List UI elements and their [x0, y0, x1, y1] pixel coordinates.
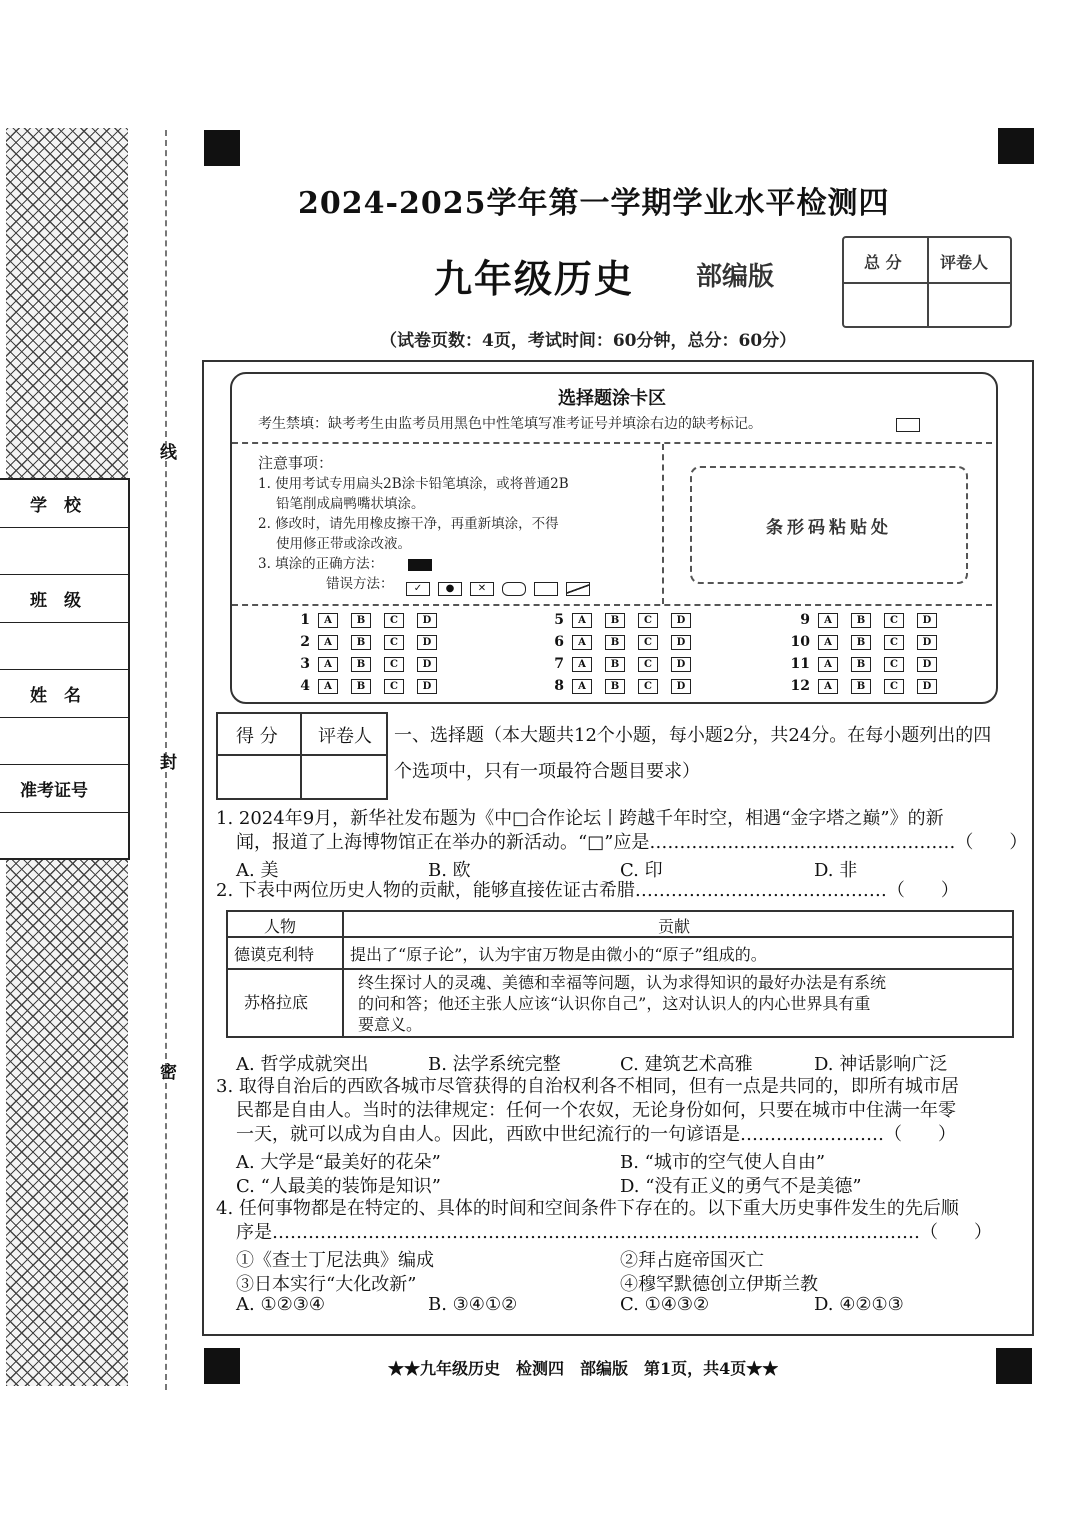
answer-bubble-d[interactable]: D [671, 679, 691, 694]
answer-bubble-a[interactable]: A [572, 613, 592, 628]
answer-row [542, 656, 704, 672]
subject-title: 九年级历史 [434, 256, 635, 301]
wrong-fill-examples [406, 578, 598, 597]
barcode-area: 条形码粘贴处 [690, 466, 968, 584]
answer-bubble-a[interactable]: A [318, 679, 338, 694]
wrong-check-icon: ✓ [406, 582, 430, 596]
q2-option-a: A. 哲学成就突出 [236, 1054, 369, 1075]
notice-1b: 铅笔削成扁鸭嘴状填涂。 [276, 496, 425, 512]
wrong-cross-icon: ✕ [470, 582, 494, 596]
q4-event-2: ②拜占庭帝国灭亡 [620, 1250, 764, 1271]
section-score-label: 得 分 [236, 726, 278, 747]
notice-2b: 使用修正带或涂改液。 [276, 536, 411, 552]
q4-option-a: A. ①②③④ [236, 1294, 325, 1315]
total-score-table [842, 236, 1012, 328]
answer-bubble-c[interactable]: C [884, 679, 904, 694]
student-info-box [0, 478, 130, 860]
name-label: 姓 名 [0, 670, 128, 718]
wrong-ring-icon [534, 582, 558, 596]
q1-option-d: D. 非 [814, 860, 858, 881]
answer-bubble-a[interactable]: A [572, 635, 592, 650]
card-divider-top [232, 442, 992, 444]
answer-bubble-d[interactable]: D [671, 657, 691, 672]
total-score-label: 总 分 [864, 253, 902, 272]
q1-line2: 闻，报道了上海博物馆正在举办的新活动。“□”应是……………………………………………（ ） [236, 832, 1028, 853]
q4-option-d: D. ④②①③ [814, 1294, 904, 1315]
answer-bubble-c[interactable]: C [384, 679, 404, 694]
answer-bubble-d[interactable]: D [917, 613, 937, 628]
q2-row2-contribution-3: 要意义。 [358, 1015, 423, 1034]
q2-table [226, 910, 1014, 1038]
answer-row [788, 634, 950, 650]
answer-row-number: 7 [554, 656, 564, 672]
page-footer: ★★九年级历史 检测四 部编版 第1页，共4页★★ [388, 1359, 779, 1378]
answer-bubble-b[interactable]: B [351, 635, 371, 650]
name-field[interactable] [0, 718, 128, 765]
q4-option-b: B. ③④①② [428, 1294, 518, 1315]
answer-row [288, 612, 450, 628]
school-field[interactable] [0, 528, 128, 575]
exam-number-label: 准考证号 [0, 765, 128, 813]
school-label: 学 校 [0, 480, 128, 528]
answer-bubble-c[interactable]: C [638, 635, 658, 650]
q2-row2-contribution-1: 终生探讨人的灵魂、美德和幸福等问题，认为求得知识的最好办法是有系统 [358, 973, 887, 992]
q4-event-3: ③日本实行“大化改新” [236, 1274, 417, 1295]
answer-bubble-b[interactable]: B [851, 679, 871, 694]
answer-row-number: 10 [790, 634, 810, 650]
correct-fill-example [408, 559, 432, 571]
binding-mark-line: 线 [160, 443, 177, 463]
q2-table-header-person: 人物 [264, 917, 297, 936]
answer-bubble-a[interactable]: A [818, 613, 838, 628]
exam-title: 2024-2025学年第一学期学业水平检测四 [298, 186, 890, 221]
card-divider-middle [662, 444, 664, 604]
q1-option-a: A. 美 [236, 860, 279, 881]
corner-mark-tr [998, 128, 1034, 164]
answer-bubble-c[interactable]: C [884, 613, 904, 628]
q3-option-b: B. “城市的空气使人自由” [620, 1152, 826, 1173]
section-grader-label: 评卷人 [318, 726, 372, 747]
wrong-half-icon [502, 582, 526, 596]
q1-line1: 1. 2024年9月，新华社发布题为《中□合作论坛丨跨越千年时空，相遇“金字塔之巅”》的新 [216, 808, 944, 829]
answer-bubble-a[interactable]: A [818, 657, 838, 672]
binding-strip-top [6, 128, 128, 484]
answer-bubble-c[interactable]: C [384, 635, 404, 650]
q2-option-b: B. 法学系统完整 [428, 1054, 561, 1075]
wrong-slash-icon [566, 582, 590, 596]
q4-line2: 序是………………………………………………………………………………………………（ ） [236, 1222, 992, 1243]
q2-row2-person: 苏格拉底 [244, 993, 309, 1012]
q4-event-1: ①《查士丁尼法典》编成 [236, 1250, 434, 1271]
answer-row-number: 6 [554, 634, 564, 650]
answer-bubble-c[interactable]: C [384, 613, 404, 628]
answer-bubble-b[interactable]: B [605, 657, 625, 672]
answer-bubble-a[interactable]: A [318, 613, 338, 628]
answer-row [788, 678, 950, 694]
answer-bubble-b[interactable]: B [851, 635, 871, 650]
answer-row-number: 3 [300, 656, 310, 672]
answer-row-number: 11 [790, 656, 810, 672]
answer-row [288, 678, 450, 694]
corner-mark-bl [204, 1348, 240, 1384]
binding-strip-bottom [6, 856, 128, 1386]
answer-row [288, 656, 450, 672]
answer-row-number: 12 [790, 678, 810, 694]
answer-row-number: 1 [300, 612, 310, 628]
section-heading-line1: 一、选择题（本大题共12个小题，每小题2分，共24分。在每小题列出的四 [394, 725, 992, 746]
corner-mark-tl [204, 130, 240, 166]
notice-1a: 1. 使用考试专用扁头2B涂卡铅笔填涂，或将普通2B [258, 476, 569, 492]
q3-option-d: D. “没有正义的勇气不是美德” [620, 1176, 862, 1197]
q3-line2: 民都是自由人。当时的法律规定：任何一个农奴，无论身份如何，只要在城市中住满一年零 [236, 1100, 956, 1121]
section-heading-line2: 个选项中，只有一项最符合题目要求） [394, 761, 700, 782]
answer-row [788, 656, 950, 672]
answer-bubble-d[interactable]: D [417, 679, 437, 694]
q2-table-header-contribution: 贡献 [658, 917, 691, 936]
answer-bubble-d[interactable]: D [417, 635, 437, 650]
answer-bubble-b[interactable]: B [351, 613, 371, 628]
q2-row1-contribution: 提出了“原子论”，认为宇宙万物是由微小的“原子”组成的。 [350, 945, 767, 964]
answer-row-number: 5 [554, 612, 564, 628]
binding-mark-seal: 封 [160, 753, 177, 773]
q4-line1: 4. 任何事物都是在特定的、具体的时间和空间条件下存在的。以下重大历史事件发生的先后顺 [216, 1198, 959, 1219]
exam-info: （试卷页数：4页，考试时间：60分钟，总分：60分） [380, 331, 797, 351]
notice-2a: 2. 修改时，请先用橡皮擦干净，再重新填涂，不得 [258, 516, 559, 532]
answer-row [788, 612, 950, 628]
class-field[interactable] [0, 623, 128, 670]
q2-row1-person: 德谟克利特 [234, 945, 315, 964]
answer-bubble-a[interactable]: A [818, 635, 838, 650]
answer-bubble-b[interactable]: B [605, 613, 625, 628]
answer-bubble-d[interactable]: D [917, 679, 937, 694]
grader-label: 评卷人 [940, 253, 989, 272]
corner-mark-br [996, 1348, 1032, 1384]
q2-row2-contribution-2: 的问和答；他还主张人应该“认识你自己”，这对认识人的内心世界具有重 [358, 994, 871, 1013]
answer-bubble-d[interactable]: D [917, 657, 937, 672]
answer-bubble-b[interactable]: B [851, 657, 871, 672]
answer-row-number: 4 [300, 678, 310, 694]
answer-row [542, 678, 704, 694]
answer-bubble-a[interactable]: A [572, 679, 592, 694]
answer-row [288, 634, 450, 650]
notice-3: 3. 填涂的正确方法： [258, 556, 384, 572]
answer-bubble-d[interactable]: D [417, 657, 437, 672]
answer-bubble-a[interactable]: A [318, 657, 338, 672]
q3-option-a: A. 大学是“最美好的花朵” [236, 1152, 441, 1173]
card-divider-bottom [232, 604, 992, 606]
answer-bubble-b[interactable]: B [351, 679, 371, 694]
q2-option-c: C. 建筑艺术高雅 [620, 1054, 753, 1075]
q3-option-c: C. “人最美的装饰是知识” [236, 1176, 441, 1197]
answer-bubble-a[interactable]: A [318, 635, 338, 650]
answer-card-title: 选择题涂卡区 [558, 388, 666, 409]
answer-bubble-a[interactable]: A [818, 679, 838, 694]
answer-bubble-c[interactable]: C [638, 613, 658, 628]
answer-row-number: 2 [300, 634, 310, 650]
q2-stem: 2. 下表中两位历史人物的贡献，能够直接佐证古希腊……………………………………（ ） [216, 880, 959, 901]
answer-row [542, 612, 704, 628]
q3-line1: 3. 取得自治后的西欧各城市尽管获得的自治权利各不相同，但有一点是共同的，即所有城市居 [216, 1076, 959, 1097]
q1-option-b: B. 欧 [428, 860, 471, 881]
answer-bubble-c[interactable]: C [884, 635, 904, 650]
answer-bubble-a[interactable]: A [572, 657, 592, 672]
binding-mark-secret: 密 [160, 1063, 177, 1083]
answer-bubble-d[interactable]: D [417, 613, 437, 628]
answer-row-number: 8 [554, 678, 564, 694]
section-grade-box [216, 712, 388, 800]
answer-bubble-b[interactable]: B [605, 679, 625, 694]
answer-row-number: 9 [800, 612, 810, 628]
answer-bubble-c[interactable]: C [884, 657, 904, 672]
answer-row [542, 634, 704, 650]
answer-bubble-b[interactable]: B [351, 657, 371, 672]
class-label: 班 级 [0, 575, 128, 623]
answer-bubble-d[interactable]: D [917, 635, 937, 650]
notice-title: 注意事项： [258, 454, 334, 472]
answer-bubble-c[interactable]: C [638, 657, 658, 672]
wrong-dot-icon: ● [438, 582, 462, 596]
q3-line3: 一天，就可以成为自由人。因此，西欧中世纪流行的一句谚语是……………………（ ） [236, 1124, 956, 1145]
q1-option-c: C. 印 [620, 860, 663, 881]
answer-bubble-d[interactable]: D [671, 635, 691, 650]
answer-bubble-b[interactable]: B [851, 613, 871, 628]
edition-label: 部编版 [696, 262, 775, 292]
exam-number-field[interactable] [0, 813, 128, 859]
absent-mark-box[interactable] [896, 418, 920, 432]
q4-event-4: ④穆罕默德创立伊斯兰教 [620, 1274, 818, 1295]
q4-option-c: C. ①④③② [620, 1294, 710, 1315]
answer-bubble-d[interactable]: D [671, 613, 691, 628]
answer-bubble-c[interactable]: C [638, 679, 658, 694]
absent-note: 考生禁填：缺考考生由监考员用黑色中性笔填写准考证号并填涂右边的缺考标记。 [258, 416, 762, 432]
wrong-method-label: 错误方法： [326, 576, 394, 592]
q2-option-d: D. 神话影响广泛 [814, 1054, 948, 1075]
answer-bubble-c[interactable]: C [384, 657, 404, 672]
answer-bubble-b[interactable]: B [605, 635, 625, 650]
